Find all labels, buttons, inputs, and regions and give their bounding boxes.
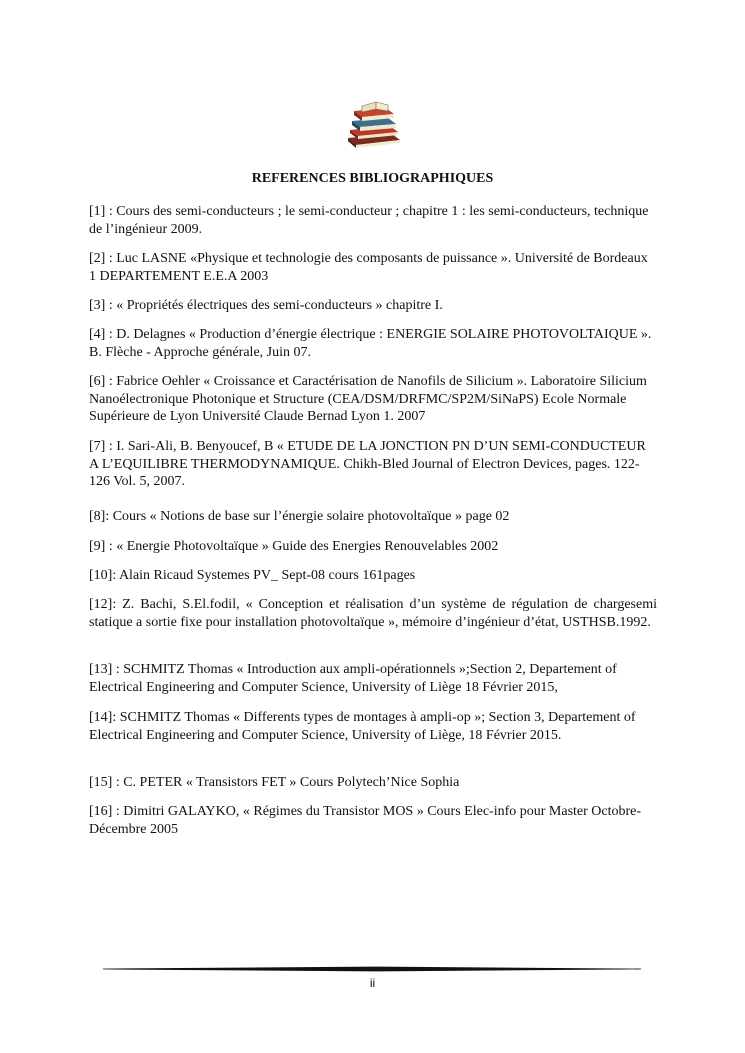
reference-item: [7] : I. Sari-Ali, B. Benyoucef, B « ETUDE DE LA JONCTION PN D’UN SEMI-CONDUCTEUR A L’EQUILIBRE THERMODYNAMIQUE. Chikh-Bled Journal of Electron Devices, pages. 122-126 Vol. 5, 2007. bbox=[89, 439, 646, 489]
reference-item: [2] : Luc LASNE «Physique et technologie des composants de puissance ». Université de Bordeaux 1 DEPARTEMENT E.E.A 2003 bbox=[89, 251, 648, 284]
reference-item: [13] : SCHMITZ Thomas « Introduction aux ampli-opérationnels »;Section 2, Departement of Electrical Engineering and Computer Science, University of Liège 18 Février 2015, bbox=[89, 662, 617, 695]
reference-item: [14]: SCHMITZ Thomas « Differents types de montages à ampli-op »; Section 3, Departement of Electrical Engineering and Computer Science, University of Liège, 18 Février 2015. bbox=[89, 710, 636, 743]
reference-item: [15] : C. PETER « Transistors FET » Cours Polytech’Nice Sophia bbox=[89, 775, 460, 790]
page-title: REFERENCES BIBLIOGRAPHIQUES bbox=[251, 171, 494, 186]
reference-item: [3] : « Propriétés électriques des semi-conducteurs » chapitre I. bbox=[89, 298, 443, 313]
reference-item: [4] : D. Delagnes « Production d’énergie électrique : ENERGIE SOLAIRE PHOTOVOLTAIQUE ». B. Flèche - Approche générale, Juin 07. bbox=[89, 327, 652, 360]
page-number: ii bbox=[369, 976, 376, 990]
reference-item: [10]: Alain Ricaud Systemes PV_ Sept-08 cours 161pages bbox=[89, 568, 416, 583]
reference-item: [8]: Cours « Notions de base sur l’énergie solaire photovoltaïque » page 02 bbox=[89, 509, 510, 524]
reference-item: [1] : Cours des semi-conducteurs ; le semi-conducteur ; chapitre 1 : les semi-conducteurs, technique de l’ingénieur 2009. bbox=[89, 204, 649, 237]
reference-item: [6] : Fabrice Oehler « Croissance et Caractérisation de Nanofils de Silicium ». Laboratoire Silicium Nanoélectronique Photonique et Structure (CEA/DSM/DRFMC/SP2M/SiNaPS) Ecole Normale Supérieure de Lyon Université Claude Bernad Lyon 1. 2007 bbox=[89, 374, 647, 424]
reference-item: [16] : Dimitri GALAYKO, « Régimes du Transistor MOS » Cours Elec-info pour Master Octobre-Décembre 2005 bbox=[89, 804, 642, 837]
reference-item: [12]: Z. Bachi, S.El.fodil, « Conception et réalisation d’un système de régulation de chargesemi statique a sortie fixe pour installation photovoltaïque », mémoire d’ingénieur d’état, USTHSB.1992. bbox=[89, 597, 657, 630]
reference-item: [9] : « Energie Photovoltaïque » Guide des Energies Renouvelables 2002 bbox=[89, 539, 499, 554]
footer-divider bbox=[103, 966, 641, 972]
books-stack-icon bbox=[342, 100, 404, 150]
